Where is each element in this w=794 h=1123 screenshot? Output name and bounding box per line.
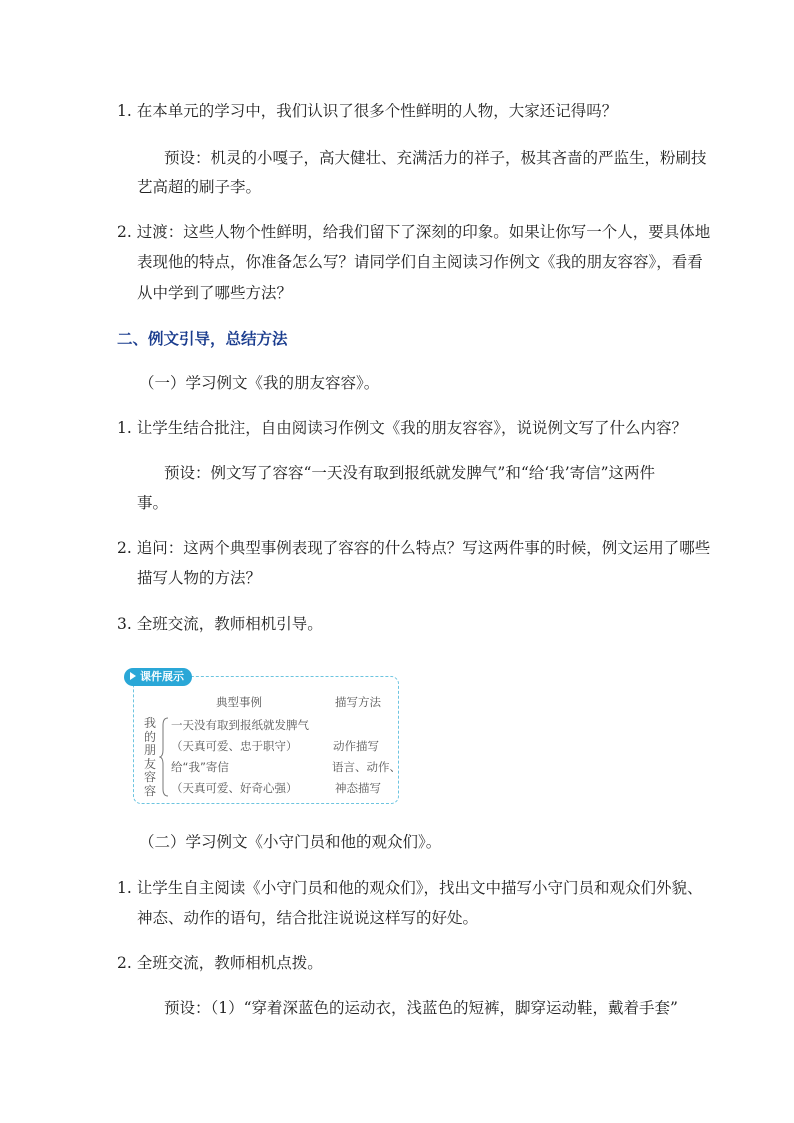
trait-2: （天真可爱、好奇心强） [171,781,298,795]
courseware-badge-label: 课件展示 [140,670,184,683]
section-heading: 二、例文引导，总结方法 [117,329,288,348]
paragraph-7: 3. 全班交流，教师相机引导。 [117,615,323,633]
play-icon [130,672,136,680]
method-1: 动作描写 [333,739,379,753]
paragraph-6-line-1: 2. 追问：这两个典型事例表现了容容的什么特点？写这两件事的时候，例文运用了哪些 [117,539,711,557]
vertical-char: 容 [143,770,156,785]
method-2b: 神态描写 [335,781,381,795]
paragraph-2-line-2: 艺高超的刷子李。 [137,178,262,196]
vertical-char: 容 [143,783,156,798]
vertical-char: 我 [143,716,156,730]
paragraph-1: 1. 在本单元的学习中，我们认识了很多个性鲜明的人物，大家还记得吗？ [117,102,618,120]
paragraph-8-line-2: 神态、动作的语句，结合批注说说这样写的好处。 [137,909,479,927]
column-header-examples: 典型事例 [216,695,262,709]
example-2: 给“我”寄信 [171,760,229,774]
column-header-methods: 描写方法 [335,695,381,709]
paragraph-10: 预设：（1）“穿着深蓝色的运动衣，浅蓝色的短裤，脚穿运动鞋，戴着手套” [164,999,678,1017]
vertical-char: 友 [143,756,156,771]
paragraph-5-line-2: 事。 [137,494,169,512]
subsection-1-title: （一）学习例文《我的朋友容容》。 [139,374,380,392]
trait-1: （天真可爱、忠于职守） [171,739,298,753]
method-2a: 语言、动作、 [332,760,401,774]
vertical-title [143,717,157,799]
curly-brace-icon [159,717,169,797]
paragraph-6-line-2: 描写人物的方法？ [137,569,262,587]
paragraph-3-line-2: 表现他的特点，你准备怎么写？请同学们自主阅读习作例文《我的朋友容容》，看看 [137,253,703,271]
paragraph-3-line-3: 从中学到了哪些方法？ [137,284,293,302]
paragraph-8-line-1: 1. 让学生自主阅读《小守门员和他的观众们》，找出文中描写小守门员和观众们外貌、 [117,879,703,897]
courseware-badge [124,668,192,686]
paragraph-9: 2. 全班交流，教师相机点拨。 [117,954,323,972]
subsection-2-title: （二）学习例文《小守门员和他的观众们》。 [139,833,442,851]
paragraph-5-line-1: 预设：例文写了容容“一天没有取到报纸就发脾气”和“给‘我’寄信”这两件 [164,464,656,482]
vertical-char: 的 [143,729,156,744]
paragraph-2-line-1: 预设：机灵的小嘎子，高大健壮、充满活力的祥子，极其吝啬的严监生，粉刷技 [164,149,707,167]
vertical-char: 朋 [143,743,156,758]
example-1: 一天没有取到报纸就发脾气 [171,718,309,732]
paragraph-3-line-1: 2. 过渡：这些人物个性鲜明，给我们留下了深刻的印象。如果让你写一个人，要具体地 [117,223,711,241]
paragraph-4: 1. 让学生结合批注，自由阅读习作例文《我的朋友容容》，说说例文写了什么内容？ [117,419,687,437]
